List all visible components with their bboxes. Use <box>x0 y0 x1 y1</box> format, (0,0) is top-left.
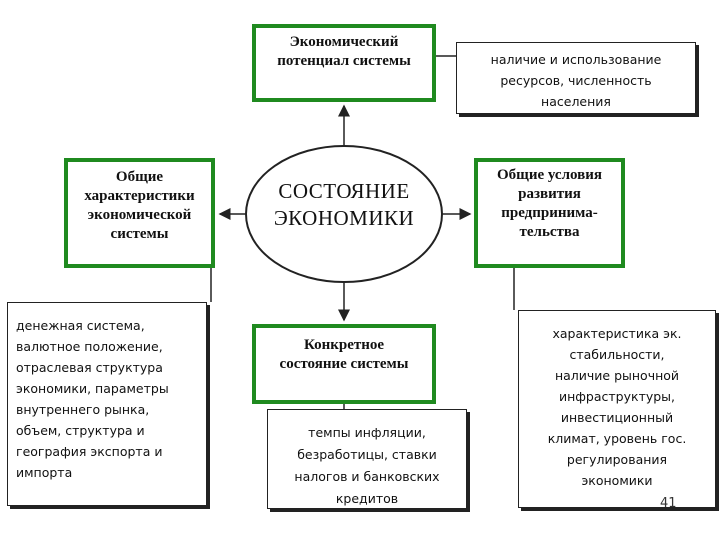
note-line: денежная система, <box>16 318 145 333</box>
box-line: тельства <box>519 224 580 240</box>
stability-note <box>518 310 716 508</box>
note-line: инвестиционный <box>560 410 674 425</box>
note-line: экономики <box>581 473 653 488</box>
note-line: наличие рыночной <box>554 368 680 383</box>
box-line: системы <box>110 226 169 242</box>
box-line: потенциал системы <box>277 53 411 69</box>
economic-potential-box <box>252 24 436 102</box>
ellipse-label <box>244 178 444 232</box>
note-line: ресурсов, численность <box>500 73 652 88</box>
note-line: регулирования <box>566 452 668 467</box>
box-line: развития <box>518 186 581 202</box>
note-line: характеристика эк. <box>552 326 682 341</box>
ellipse-label-line: СОСТОЯНИЕ <box>278 179 410 203</box>
box-line: Общие условия <box>497 167 602 183</box>
ellipse-label-line: ЭКОНОМИКИ <box>273 206 415 230</box>
business-conditions-box <box>474 158 625 268</box>
note-line: инфраструктуры, <box>558 389 676 404</box>
note-line: климат, уровень гос. <box>547 431 687 446</box>
box-line: состояние системы <box>279 356 409 372</box>
note-line: импорта <box>16 465 73 480</box>
note-line: наличие и использование <box>490 52 662 67</box>
note-line: валютное положение, <box>16 339 163 354</box>
note-line: внутреннего рынка, <box>16 402 150 417</box>
box-line: Экономический <box>289 34 399 50</box>
note-line: населения <box>541 94 611 109</box>
note-line: кредитов <box>335 491 399 506</box>
note-line: налогов и банковских <box>294 469 440 484</box>
note-line: география экспорта и <box>16 444 163 459</box>
box-line: характеристики <box>84 188 195 204</box>
note-line: отраслевая структура <box>16 360 163 375</box>
note-line: темпы инфляции, <box>308 425 426 440</box>
note-line: экономики, параметры <box>16 381 169 396</box>
monetary-system-note <box>7 302 207 506</box>
inflation-note <box>267 409 467 509</box>
box-line: экономической <box>87 207 192 223</box>
general-characteristics-box <box>64 158 215 268</box>
box-line: Общие <box>115 169 164 185</box>
note-line: объем, структура и <box>16 423 145 438</box>
page-number: 41 <box>660 496 677 511</box>
concrete-state-box <box>252 324 436 404</box>
box-line: Конкретное <box>303 337 385 353</box>
note-line: безработицы, ставки <box>297 447 437 462</box>
box-line: предпринима- <box>501 205 598 221</box>
note-line: стабильности, <box>569 347 665 362</box>
resources-note <box>456 42 696 114</box>
